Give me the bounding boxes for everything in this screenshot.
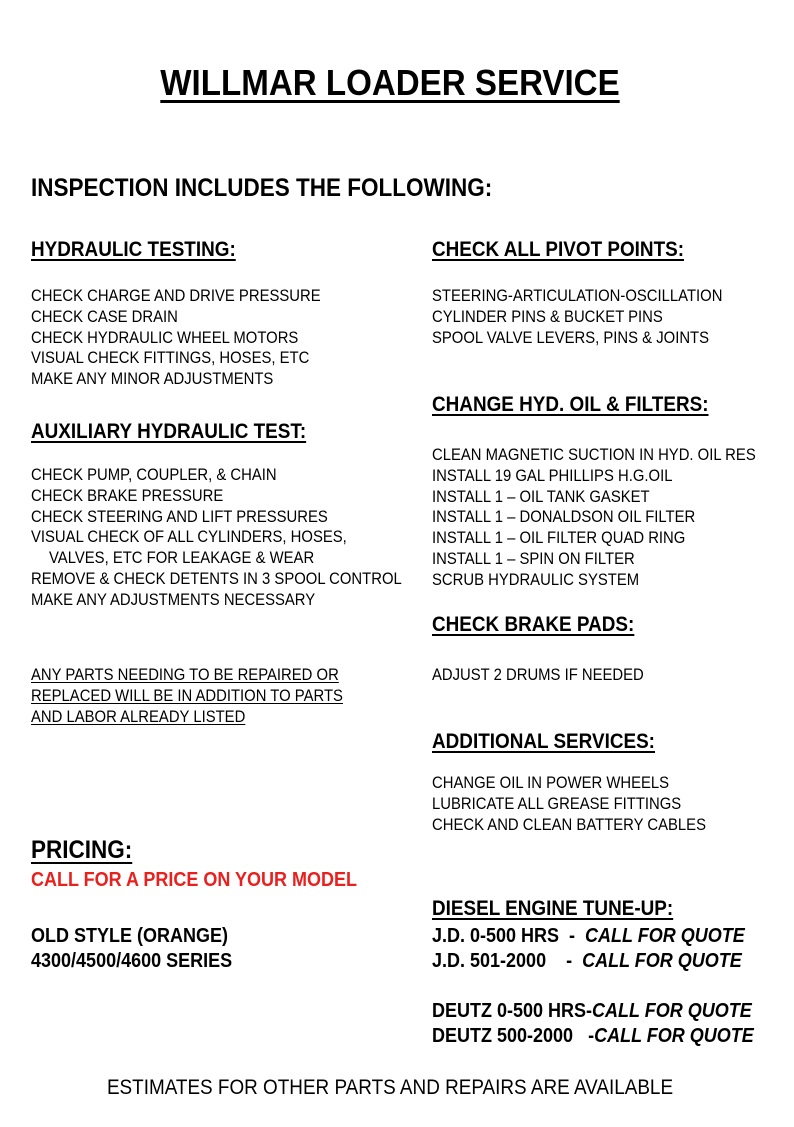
list-item: REMOVE & CHECK DETENTS IN 3 SPOOL CONTROL [31, 569, 402, 588]
quote-row-label: J.D. 501-2000 - [432, 950, 583, 972]
list-item: CHECK CHARGE AND DRIVE PRESSURE [31, 287, 321, 305]
quote-row-label: J.D. 0-500 HRS - [432, 925, 586, 947]
jd-quote-rows [432, 924, 745, 974]
list-item: CHECK AND CLEAN BATTERY CABLES [432, 815, 706, 834]
hyd-oil-list [432, 445, 756, 591]
additional-services-heading: ADDITIONAL SERVICES: [432, 730, 655, 753]
pricing-models [31, 924, 232, 974]
model-line: 4300/4500/4600 SERIES [31, 950, 233, 972]
list-item: LUBRICATE ALL GREASE FITTINGS [432, 794, 682, 813]
list-item: SCRUB HYDRAULIC SYSTEM [432, 570, 640, 589]
list-item: CLEAN MAGNETIC SUCTION IN HYD. OIL RES [432, 446, 756, 464]
list-item: CYLINDER PINS & BUCKET PINS [432, 307, 663, 326]
list-item: INSTALL 19 GAL PHILLIPS H.G.OIL [432, 466, 673, 485]
list-item: CHECK STEERING AND LIFT PRESSURES [31, 507, 328, 526]
auxiliary-test-heading: AUXILIARY HYDRAULIC TEST: [31, 420, 307, 443]
hydraulic-testing-heading: HYDRAULIC TESTING: [31, 238, 236, 261]
parts-note [31, 665, 343, 727]
model-line: OLD STYLE (ORANGE) [31, 925, 229, 947]
note-line: REPLACED WILL BE IN ADDITION TO PARTS [31, 686, 343, 705]
footer-note: ESTIMATES FOR OTHER PARTS AND REPAIRS ARE AVAILABLE [106, 1076, 674, 1099]
auxiliary-test-list [31, 465, 402, 611]
deutz-quote-rows [432, 999, 754, 1049]
list-item: SPOOL VALVE LEVERS, PINS & JOINTS [432, 328, 710, 347]
list-item: CHECK HYDRAULIC WHEEL MOTORS [31, 328, 299, 347]
call-for-quote: CALL FOR QUOTE [582, 950, 742, 972]
list-item: MAKE ANY MINOR ADJUSTMENTS [31, 370, 274, 389]
additional-services-list [432, 773, 706, 835]
list-item: VALVES, ETC FOR LEAKAGE & WEAR [49, 549, 315, 568]
list-item: CHECK CASE DRAIN [31, 307, 178, 326]
list-item: INSTALL 1 – SPIN ON FILTER [432, 549, 635, 568]
hyd-oil-heading: CHANGE HYD. OIL & FILTERS: [432, 393, 709, 416]
call-for-quote: CALL FOR QUOTE [594, 1025, 754, 1047]
call-for-quote: CALL FOR QUOTE [592, 1000, 752, 1022]
pivot-points-list [432, 286, 722, 348]
list-item: INSTALL 1 – DONALDSON OIL FILTER [432, 508, 696, 527]
brake-pads-heading: CHECK BRAKE PADS: [432, 613, 635, 636]
list-item: CHECK PUMP, COUPLER, & CHAIN [31, 466, 277, 484]
list-item: ADJUST 2 DRUMS IF NEEDED [432, 666, 644, 684]
pricing-heading: PRICING: [31, 836, 133, 864]
quote-row-label: DEUTZ 0-500 HRS- [432, 1000, 593, 1022]
quote-row [432, 1024, 754, 1049]
list-item: CHECK BRAKE PRESSURE [31, 486, 224, 505]
diesel-tuneup-heading: DIESEL ENGINE TUNE-UP: [432, 897, 674, 920]
page-title: WILLMAR LOADER SERVICE [160, 62, 620, 103]
quote-row-label: DEUTZ 500-2000 - [432, 1025, 595, 1047]
note-line: ANY PARTS NEEDING TO BE REPAIRED OR [31, 666, 339, 684]
quote-row [432, 949, 745, 974]
list-item: INSTALL 1 – OIL TANK GASKET [432, 487, 650, 506]
list-item: CHANGE OIL IN POWER WHEELS [432, 774, 670, 792]
pivot-points-heading: CHECK ALL PIVOT POINTS: [432, 238, 685, 261]
list-item: VISUAL CHECK FITTINGS, HOSES, ETC [31, 349, 310, 368]
call-for-quote: CALL FOR QUOTE [585, 925, 745, 947]
list-item: STEERING-ARTICULATION-OSCILLATION [432, 287, 723, 305]
brake-pads-list [432, 665, 644, 686]
list-item: MAKE ANY ADJUSTMENTS NECESSARY [31, 590, 316, 609]
pricing-call-note: CALL FOR A PRICE ON YOUR MODEL [31, 869, 358, 891]
quote-row [432, 999, 754, 1024]
list-item: VISUAL CHECK OF ALL CYLINDERS, HOSES, [31, 528, 347, 547]
hydraulic-testing-list [31, 286, 321, 390]
quote-row [432, 924, 745, 949]
list-item: INSTALL 1 – OIL FILTER QUAD RING [432, 529, 686, 548]
inspection-heading: INSPECTION INCLUDES THE FOLLOWING: [31, 174, 493, 202]
note-line: AND LABOR ALREADY LISTED [31, 707, 246, 726]
